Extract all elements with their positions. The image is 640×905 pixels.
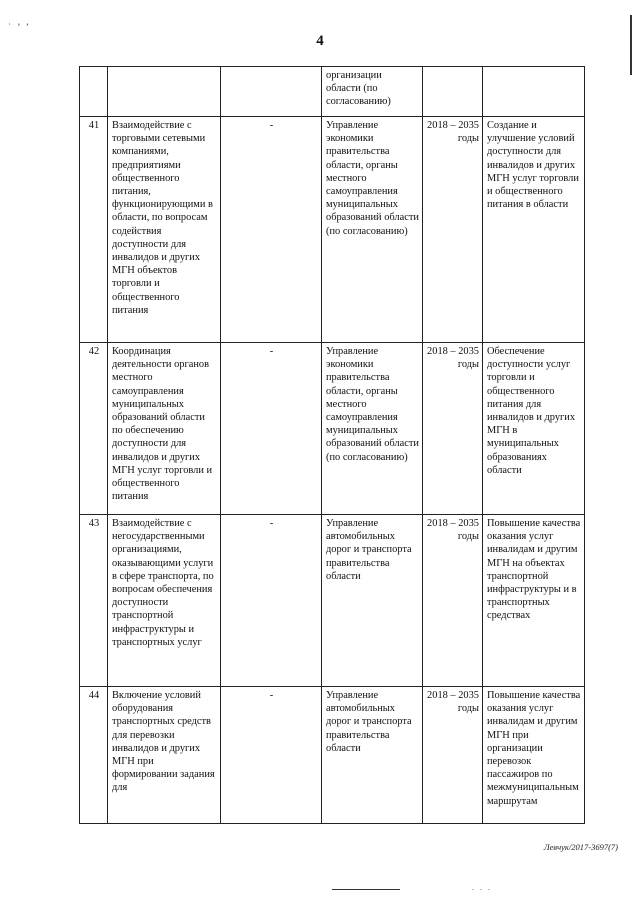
row-term: 2018 – 2035 годы: [423, 117, 483, 343]
row-result: Повышение качества оказания услуг инвалидам и другим МГН на объектах транспортной инфраструктуры и в транспортных средствах: [483, 515, 585, 687]
row-term: 2018 – 2035 годы: [423, 687, 483, 824]
row-mark: -: [221, 117, 322, 343]
table-row: [80, 67, 585, 117]
row-result: Обеспечение доступности услуг торговли и общественного питания для инвалидов и других МГН в муниципальных образованиях области: [483, 343, 585, 515]
row-term: [423, 67, 483, 117]
row-result: [483, 67, 585, 117]
row-result: Создание и улучшение условий доступности для инвалидов и других МГН услуг торговли и общественного питания в области: [483, 117, 585, 343]
row-number: [80, 67, 108, 117]
scan-bottom-dots: . . .: [472, 883, 492, 892]
row-responsible: Управление экономики правительства области, органы местного самоуправления муниципальных образований области (по согласованию): [322, 343, 423, 515]
row-mark: [221, 67, 322, 117]
table-row: [80, 343, 585, 515]
table-row: [80, 515, 585, 687]
row-responsible: организации области (по согласованию): [322, 67, 423, 117]
row-mark: -: [221, 687, 322, 824]
page-number: 4: [316, 33, 324, 49]
row-action: Координация деятельности органов местного самоуправления муниципальных образований области по обеспечению доступности для инвалидов и других МГН услуг торговли и общественного питания: [108, 343, 221, 515]
row-number: 43: [80, 515, 108, 687]
row-mark: -: [221, 515, 322, 687]
row-number: 42: [80, 343, 108, 515]
row-action: Взаимодействие с торговыми сетевыми компаниями, предприятиями общественного питания, функционирующими в области, по вопросам содействия доступности для инвалидов и других МГН объектов торговли и общественного питания: [108, 117, 221, 343]
row-number: 44: [80, 687, 108, 824]
table-row: [80, 687, 585, 824]
row-responsible: Управление автомобильных дорог и транспорта правительства области: [322, 687, 423, 824]
row-action: [108, 67, 221, 117]
row-number: 41: [80, 117, 108, 343]
row-responsible: Управление экономики правительства области, органы местного самоуправления муниципальных образований области (по согласованию): [322, 117, 423, 343]
row-mark: -: [221, 343, 322, 515]
row-result: Повышение качества оказания услуг инвалидам и другим МГН при организации перевозок пассажиров по межмуниципальным маршрутам: [483, 687, 585, 824]
row-term: 2018 – 2035 годы: [423, 343, 483, 515]
scan-corner-mark: ˙ ’ ’: [8, 22, 31, 32]
document-code: Левчук/2017-3697(7): [543, 842, 618, 852]
row-action: Включение условий оборудования транспортных средств для перевозки инвалидов и других МГН при формировании задания для: [108, 687, 221, 824]
row-term: 2018 – 2035 годы: [423, 515, 483, 687]
row-responsible: Управление автомобильных дорог и транспорта правительства области: [322, 515, 423, 687]
measures-table: [79, 66, 585, 824]
table-row: [80, 117, 585, 343]
scan-bottom-line: [332, 889, 400, 890]
row-action: Взаимодействие с негосударственными организациями, оказывающими услуги в сфере транспорта, по вопросам обеспечения доступности транспортной инфраструктуры и транспортных услуг: [108, 515, 221, 687]
